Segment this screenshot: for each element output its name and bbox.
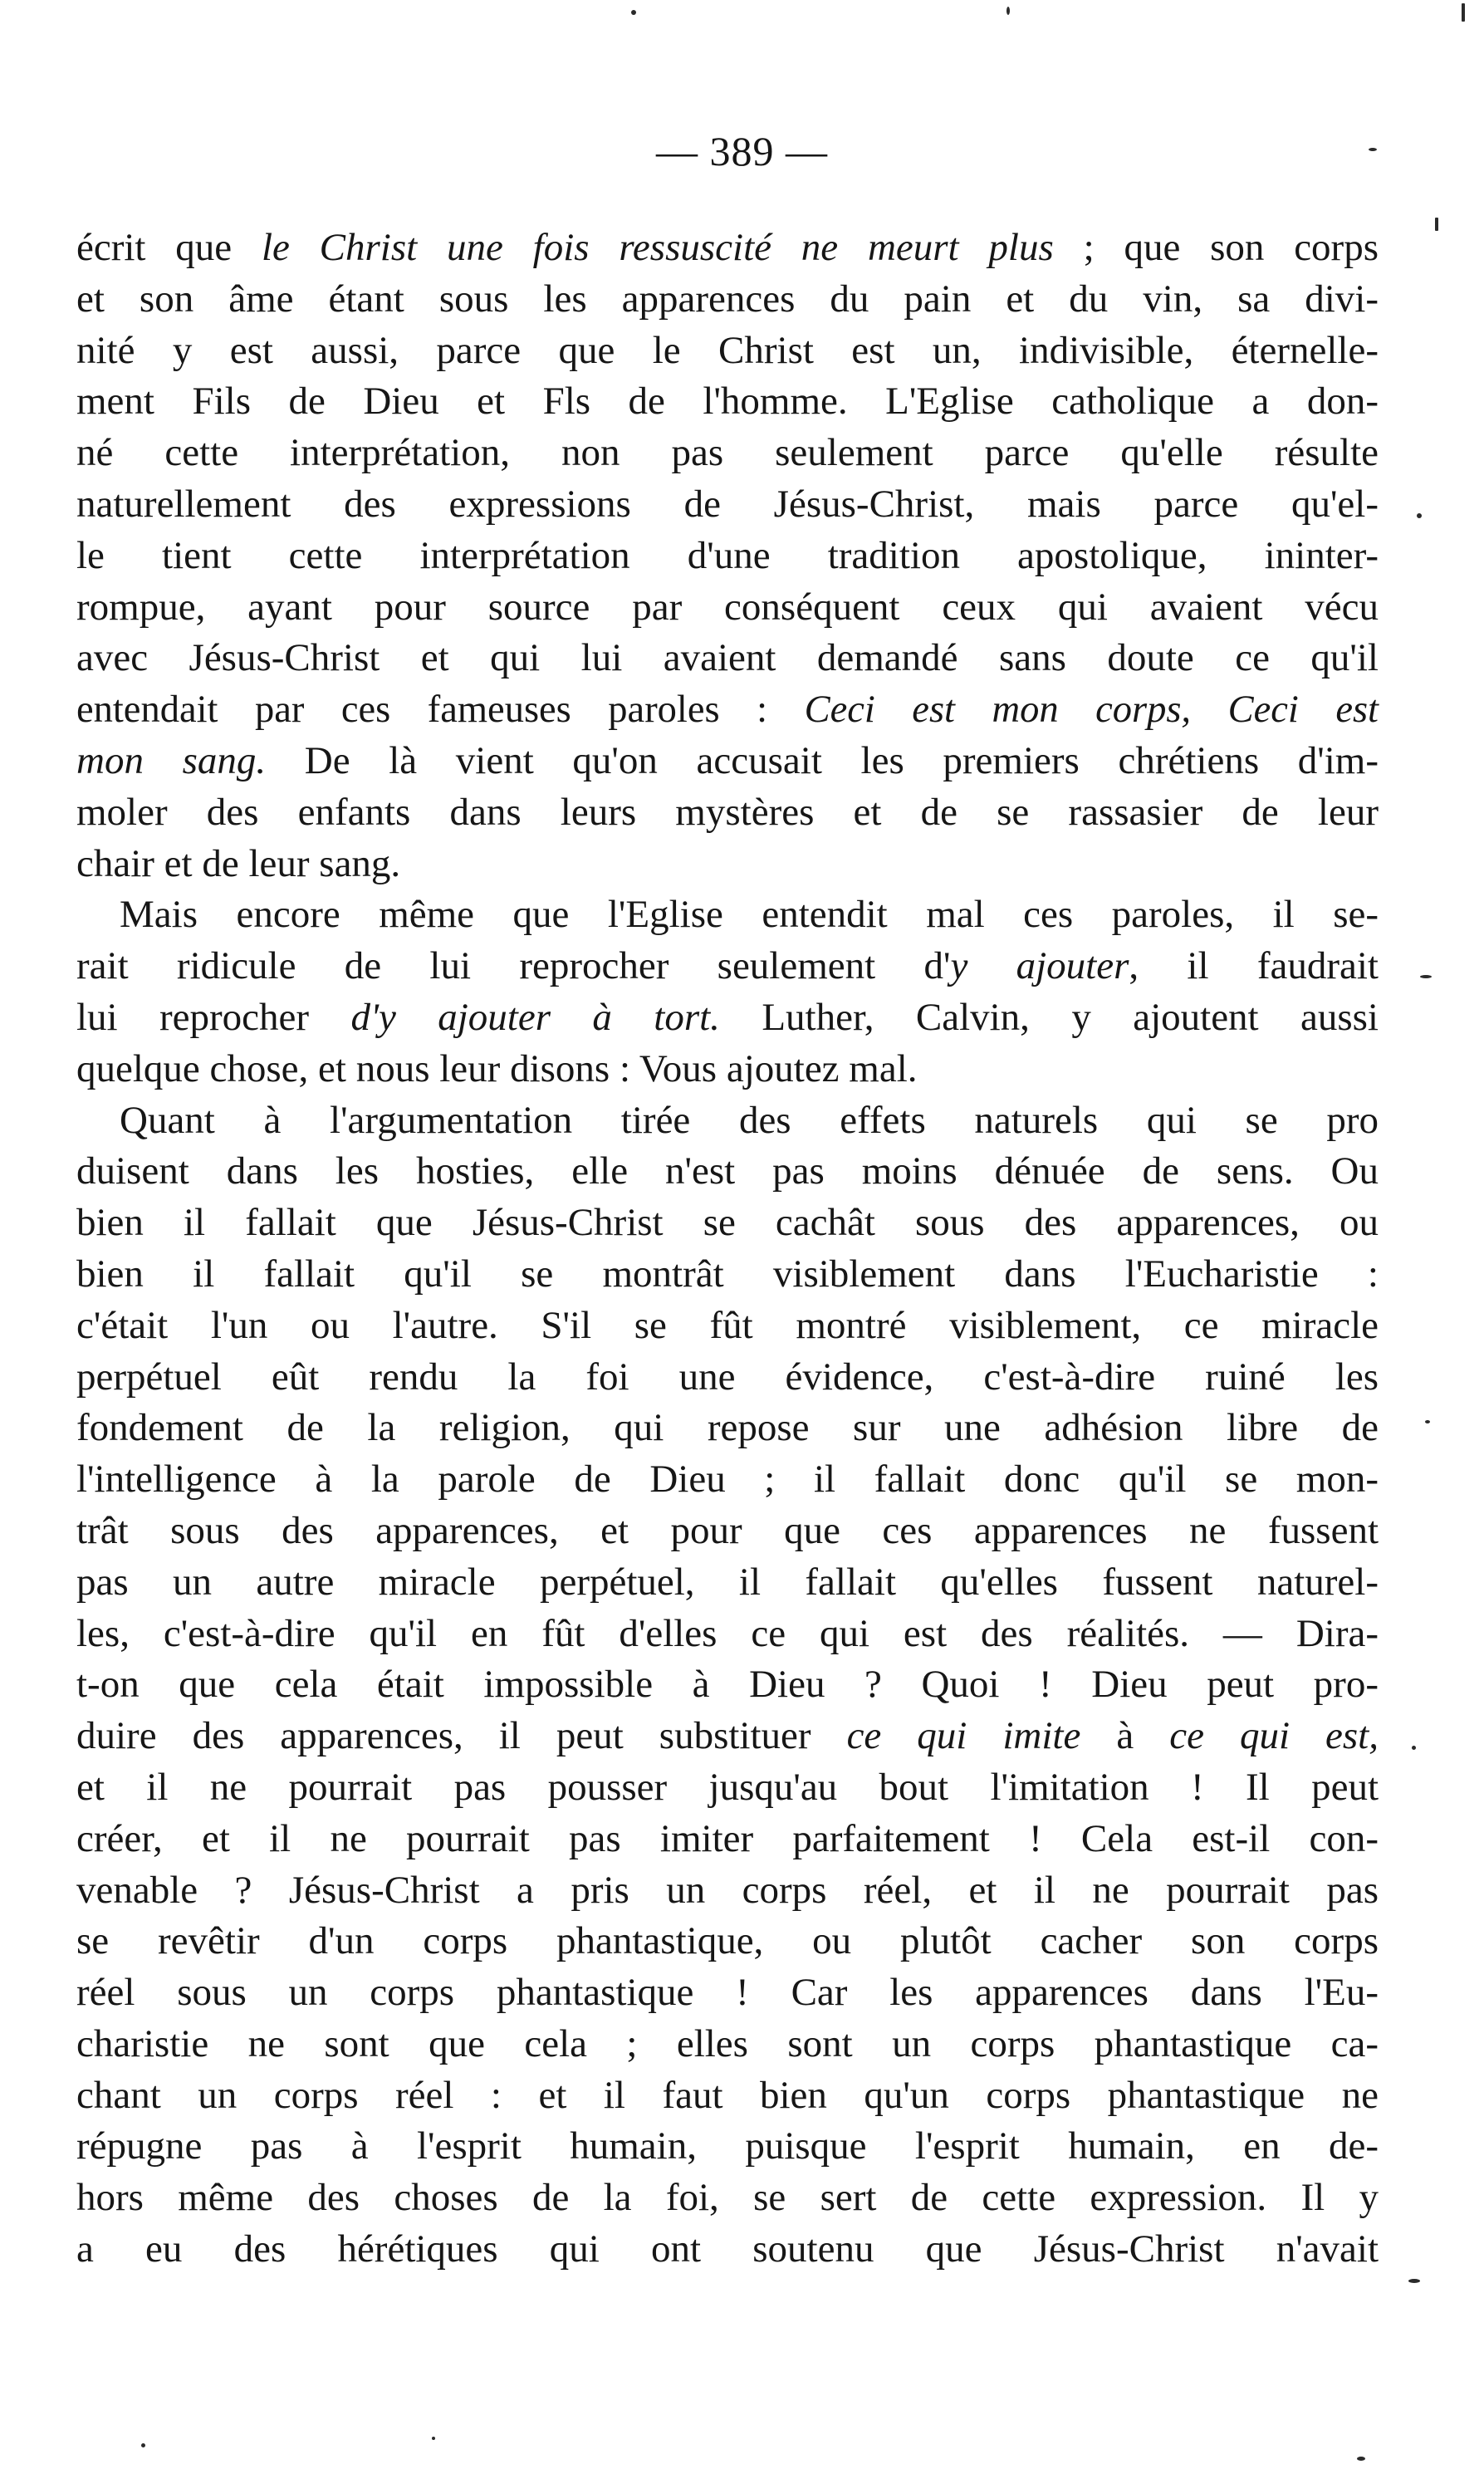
text-run: ment Fils de Dieu et Fls de l'homme. L'Eglise catholique a don- <box>76 380 1379 424</box>
text-line <box>76 2224 1379 2276</box>
text-run: et son âme étant sous les apparences du pain et du vin, sa divi- <box>76 277 1379 321</box>
text-line <box>76 223 1379 274</box>
text-line <box>76 582 1379 634</box>
text-line <box>76 326 1379 377</box>
text-run: t-on que cela était impossible à Dieu ? Quoi ! Dieu peut pro- <box>76 1663 1379 1707</box>
text-run: rait ridicule de lui reprocher seulement d' <box>76 944 951 988</box>
text-line <box>76 1865 1379 1917</box>
text-line <box>76 1249 1379 1301</box>
text-run: à <box>1080 1714 1170 1758</box>
italic-text: Ceci est mon corps, Ceci est <box>804 688 1379 732</box>
text-run: moler des enfants dans leurs mystères et de se rassasier de leur <box>76 790 1379 834</box>
text-line <box>76 428 1379 479</box>
text-line <box>76 2121 1379 2173</box>
text-line <box>76 1557 1379 1609</box>
text-run: duisent dans les hosties, elle n'est pas moins dénuée de sens. Ou <box>76 1149 1379 1193</box>
text-line <box>76 1454 1379 1506</box>
text-run: entendait par ces fameuses paroles : <box>76 688 805 732</box>
text-run: et il ne pourrait pas pousser jusqu'au bout l'imitation ! Il peut <box>76 1765 1379 1809</box>
text-line <box>76 941 1379 992</box>
scan-speck <box>1357 2457 1365 2461</box>
scan-speck <box>432 2437 435 2440</box>
text-line <box>76 2173 1379 2224</box>
italic-text: ce qui imite <box>846 1714 1081 1758</box>
scan-speck <box>631 10 636 15</box>
text-run: quelque chose, et nous leur disons : Vous ajoutez mal. <box>76 1046 918 1090</box>
text-line <box>76 1352 1379 1404</box>
text-run: Quant à l'argumentation tirée des effets naturels qui se pro <box>120 1098 1379 1142</box>
text-line <box>76 1044 1379 1095</box>
text-line <box>76 633 1379 684</box>
scan-speck <box>1435 218 1438 231</box>
text-line <box>76 1609 1379 1660</box>
text-line <box>76 1095 1379 1147</box>
text-line <box>76 1659 1379 1711</box>
scan-speck <box>1369 148 1377 151</box>
text-run: charistie ne sont que cela ; elles sont un corps phantastique ca- <box>76 2021 1379 2065</box>
italic-text: ce qui est, <box>1169 1714 1379 1758</box>
text-run: lui reprocher <box>76 995 351 1039</box>
text-line <box>76 889 1379 941</box>
text-line <box>76 1301 1379 1352</box>
page-number: — 389 — <box>656 128 828 174</box>
text-run: , il faudrait <box>1129 944 1379 988</box>
text-run: duire des apparences, il peut substituer <box>76 1714 847 1758</box>
scan-speck <box>1420 975 1432 978</box>
text-line <box>76 1814 1379 1865</box>
text-line <box>76 1762 1379 1814</box>
text-run: créer, et il ne pourrait pas imiter parfaitement ! Cela est-il con- <box>76 1816 1379 1860</box>
text-line <box>76 839 1379 890</box>
text-run: écrit que <box>76 226 262 269</box>
text-line <box>76 531 1379 582</box>
text-run: bien il fallait qu'il se montrât visiblement dans l'Eucharistie : <box>76 1252 1379 1296</box>
text-line <box>76 992 1379 1044</box>
text-run: Mais encore même que l'Eglise entendit mal ces paroles, il se- <box>120 893 1379 937</box>
scan-speck <box>1417 513 1422 518</box>
text-line <box>76 1967 1379 2019</box>
text-run: rompue, ayant pour source par conséquent ceux qui avaient vécu <box>76 585 1379 629</box>
text-line <box>76 274 1379 326</box>
text-line <box>76 736 1379 787</box>
text-run: l'intelligence à la parole de Dieu ; il fallait donc qu'il se mon- <box>76 1458 1379 1502</box>
text-line <box>76 479 1379 531</box>
text-run: le tient cette interprétation d'une tradition apostolique, ininter- <box>76 533 1379 577</box>
text-run: nité y est aussi, parce que le Christ est un, indivisible, éternelle- <box>76 328 1379 372</box>
scan-speck <box>1412 1746 1416 1750</box>
text-run: répugne pas à l'esprit humain, puisque l'esprit humain, en de- <box>76 2124 1379 2168</box>
text-line <box>76 1916 1379 1967</box>
text-run: ; que son corps <box>1053 226 1379 269</box>
italic-text: d'y ajouter à tort. <box>350 995 720 1039</box>
text-run: avec Jésus-Christ et qui lui avaient demandé sans doute ce qu'il <box>76 636 1379 680</box>
text-run: perpétuel eût rendu la foi une évidence, c'est-à-dire ruiné les <box>76 1355 1379 1399</box>
text-line <box>76 1403 1379 1454</box>
scan-speck <box>1006 7 1010 15</box>
text-run: se revêtir d'un corps phantastique, ou plutôt cacher son corps <box>76 1919 1379 1963</box>
text-line <box>76 1506 1379 1557</box>
text-run: naturellement des expressions de Jésus-Christ, mais parce qu'el- <box>76 482 1379 526</box>
text-line <box>76 787 1379 839</box>
text-run: a eu des hérétiques qui ont soutenu que Jésus-Christ n'avait <box>76 2227 1379 2271</box>
text-run: bien il fallait que Jésus-Christ se cachât sous des apparences, ou <box>76 1201 1379 1245</box>
italic-text: le Christ une fois ressuscité ne meurt plus <box>261 226 1054 269</box>
text-line <box>76 1198 1379 1249</box>
text-run: pas un autre miracle perpétuel, il fallait qu'elles fussent naturel- <box>76 1560 1379 1604</box>
scan-speck <box>141 2443 145 2447</box>
text-run: chair et de leur sang. <box>76 841 401 885</box>
text-line <box>76 1146 1379 1198</box>
scan-speck <box>1425 1420 1430 1423</box>
text-run: hors même des choses de la foi, se sert de cette expression. Il y <box>76 2176 1379 2220</box>
text-run: Luther, Calvin, y ajoutent aussi <box>719 995 1379 1039</box>
text-run: venable ? Jésus-Christ a pris un corps réel, et il ne pourrait pas <box>76 1868 1379 1912</box>
text-line <box>76 1711 1379 1762</box>
italic-text: y ajouter <box>950 944 1129 988</box>
text-run: fondement de la religion, qui repose sur une adhésion libre de <box>76 1406 1379 1450</box>
text-run: De là vient qu'on accusait les premiers chrétiens d'im- <box>266 738 1379 782</box>
italic-text: mon sang. <box>76 738 267 782</box>
text-line <box>76 2019 1379 2070</box>
text-run: les, c'est-à-dire qu'il en fût d'elles ce qui est des réalités. — Dira- <box>76 1611 1379 1655</box>
scan-speck <box>1462 3 1465 22</box>
scan-speck <box>1408 2279 1420 2283</box>
text-line <box>76 2070 1379 2122</box>
text-run: c'était l'un ou l'autre. S'il se fût montré visiblement, ce miracle <box>76 1303 1379 1347</box>
text-run: né cette interprétation, non pas seulement parce qu'elle résulte <box>76 431 1379 475</box>
body-text <box>76 223 1379 2276</box>
text-run: réel sous un corps phantastique ! Car les apparences dans l'Eu- <box>76 1971 1379 2015</box>
text-run: chant un corps réel : et il faut bien qu'un corps phantastique ne <box>76 2073 1379 2117</box>
text-run: trât sous des apparences, et pour que ces apparences ne fussent <box>76 1508 1379 1552</box>
text-line <box>76 376 1379 428</box>
text-line <box>76 684 1379 736</box>
